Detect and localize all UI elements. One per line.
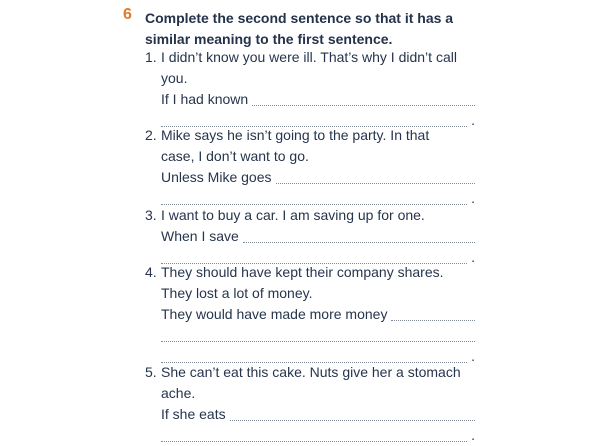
exercise-item-4 <box>145 262 475 367</box>
item-2-line-1 <box>145 125 475 146</box>
item-5-end-mark: . <box>471 427 475 443</box>
exercise-item-2 <box>145 125 475 209</box>
item-5-answer-row-2 <box>161 425 475 446</box>
item-4-number: 4. <box>145 264 157 280</box>
item-2-text-line-1: Mike says he isn’t going to the party. In that <box>161 127 430 143</box>
item-4-text-line-1: They should have kept their company shares. <box>161 264 444 280</box>
item-5-text-line-1: She can’t eat this cake. Nuts give her a stomach <box>161 364 461 380</box>
item-5-line-1 <box>145 362 475 383</box>
item-5-prompt-row <box>161 404 475 425</box>
item-4-line-1 <box>145 262 475 283</box>
item-3-prompt-row <box>161 226 475 247</box>
item-3-prompt: When I save <box>161 228 239 244</box>
item-4-answer-blank-2[interactable] <box>161 341 475 342</box>
exercise-instruction: Complete the second sentence so that it has a similar meaning to the first sentence. <box>145 10 454 47</box>
item-3-line-1 <box>145 205 475 226</box>
item-4-text-line-2: They lost a lot of money. <box>161 285 313 301</box>
item-4-prompt: They would have made more money <box>161 306 388 322</box>
exercise-item-3 <box>145 205 475 268</box>
item-2-answer-blank-1[interactable] <box>276 183 476 184</box>
item-5-answer-blank-1[interactable] <box>230 420 475 421</box>
item-5-number: 5. <box>145 364 157 380</box>
item-4-answer-blank-1[interactable] <box>391 320 475 321</box>
exercise-item-5 <box>145 362 475 446</box>
item-4-end-mark: . <box>471 348 475 364</box>
item-4-answer-row-2 <box>161 325 475 346</box>
item-1-number: 1. <box>145 49 157 65</box>
item-2-prompt-row <box>161 167 475 188</box>
item-3-end-mark: . <box>471 249 475 265</box>
item-1-text-line-2: you. <box>161 70 188 86</box>
item-2-end-mark: . <box>471 190 475 206</box>
item-5-answer-blank-2[interactable] <box>161 441 467 442</box>
item-2-text-line-2: case, I don’t want to go. <box>161 148 309 164</box>
item-3-number: 3. <box>145 207 157 223</box>
item-3-text-line-1: I want to buy a car. I am saving up for one. <box>161 207 425 223</box>
exercise-number: 6 <box>123 6 132 23</box>
item-1-prompt-row <box>161 89 475 110</box>
item-4-prompt-row <box>161 304 475 325</box>
item-2-number: 2. <box>145 127 157 143</box>
item-1-answer-blank-1[interactable] <box>252 105 475 106</box>
item-1-line-1 <box>145 47 475 68</box>
item-5-text-line-2: ache. <box>161 385 196 401</box>
item-1-end-mark: . <box>471 112 475 128</box>
item-3-answer-blank-1[interactable] <box>243 242 475 243</box>
item-1-prompt: If I had known <box>161 91 249 107</box>
item-1-text-line-1: I didn’t know you were ill. That’s why I didn’t call <box>161 49 457 65</box>
exercise-item-1 <box>145 47 475 131</box>
item-5-prompt: If she eats <box>161 406 226 422</box>
item-2-prompt: Unless Mike goes <box>161 169 272 185</box>
